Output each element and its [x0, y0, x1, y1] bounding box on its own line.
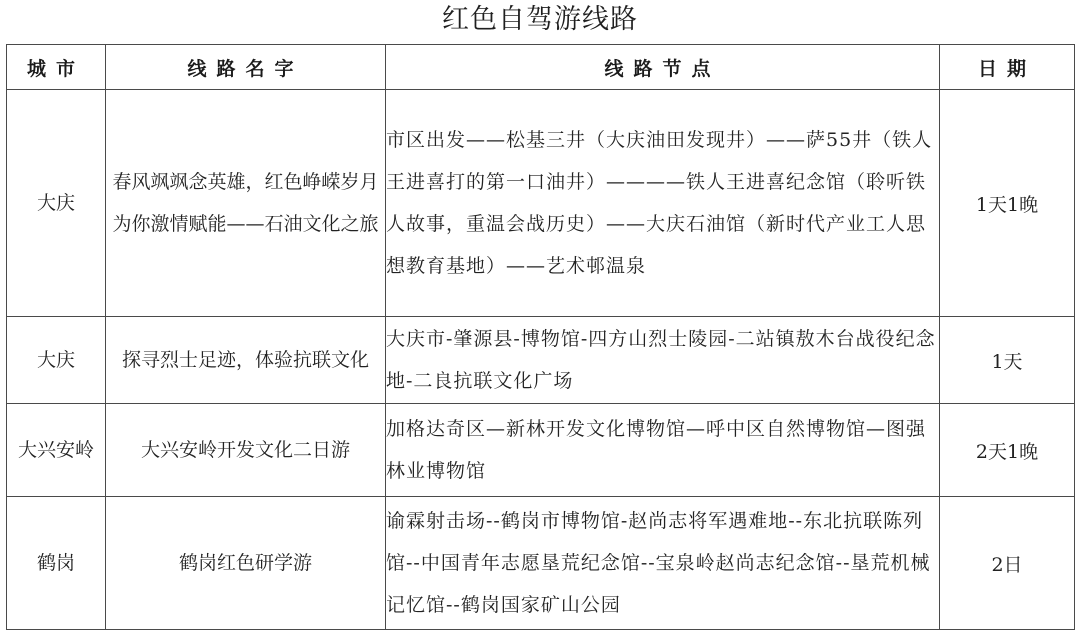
cell-route-name: 探寻烈士足迹，体验抗联文化 [106, 317, 386, 404]
table-row [7, 90, 1075, 317]
cell-date: 2天1晚 [940, 404, 1075, 497]
cell-route-name: 春风飒飒念英雄，红色峥嵘岁月为你激情赋能——石油文化之旅 [106, 90, 386, 317]
cell-route-name: 大兴安岭开发文化二日游 [106, 404, 386, 497]
route-table [6, 44, 1075, 630]
table-row [7, 497, 1075, 630]
header-route-nodes: 线路节点 [386, 45, 940, 90]
cell-route-nodes: 市区出发——松基三井（大庆油田发现井）——萨55井（铁人王进喜打的第一口油井）————铁人王进喜纪念馆（聆听铁人故事，重温会战历史）——大庆石油馆（新时代产业工人思想教育基地）——艺术邨温泉 [386, 90, 940, 317]
cell-city: 大兴安岭 [7, 404, 106, 497]
table-row [7, 317, 1075, 404]
cell-city: 大庆 [7, 90, 106, 317]
header-date: 日期 [940, 45, 1075, 90]
cell-route-nodes: 谕霖射击场--鹤岗市博物馆-赵尚志将军遇难地--东北抗联陈列馆--中国青年志愿垦荒纪念馆--宝泉岭赵尚志纪念馆--垦荒机械记忆馆--鹤岗国家矿山公园 [386, 497, 940, 630]
cell-date: 1天 [940, 317, 1075, 404]
header-route-name: 线路名字 [106, 45, 386, 90]
cell-route-nodes: 加格达奇区—新林开发文化博物馆—呼中区自然博物馆—图强林业博物馆 [386, 404, 940, 497]
cell-city: 鹤岗 [7, 497, 106, 630]
header-city: 城市 [7, 45, 106, 90]
page-title: 红色自驾游线路 [442, 4, 638, 35]
cell-route-nodes: 大庆市-肇源县-博物馆-四方山烈士陵园-二站镇敖木台战役纪念地-二良抗联文化广场 [386, 317, 940, 404]
cell-city: 大庆 [7, 317, 106, 404]
table-row [7, 404, 1075, 497]
cell-date: 2日 [940, 497, 1075, 630]
cell-date: 1天1晚 [940, 90, 1075, 317]
table-header-row [7, 45, 1075, 90]
cell-route-name: 鹤岗红色研学游 [106, 497, 386, 630]
